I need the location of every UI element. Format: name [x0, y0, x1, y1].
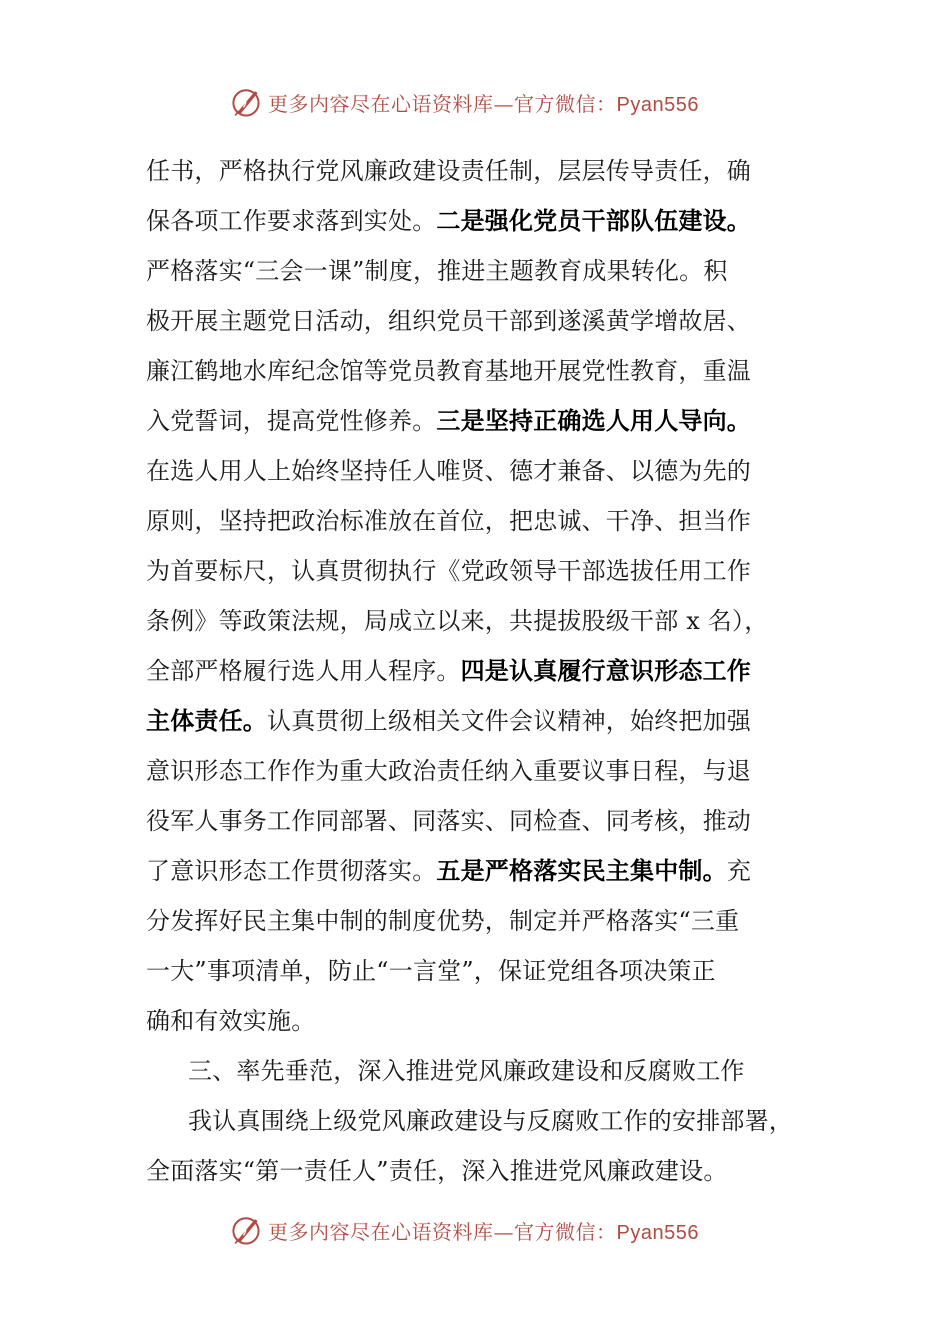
header-watermark-banner [228, 82, 748, 122]
body-text: 充 [726, 857, 752, 885]
body-text: 了意识形态工作贯彻落实。 [146, 857, 437, 885]
bold-heading-text: 三是坚持正确选人用人导向。 [436, 406, 752, 435]
body-text: 全部严格履行选人用人程序。 [146, 657, 461, 685]
quill-logo-icon [228, 1212, 264, 1248]
text-line [146, 346, 786, 396]
body-text: 任书，严格执行党风廉政建设责任制，层层传导责任，确 [146, 157, 751, 185]
text-line [146, 596, 786, 646]
body-text: 全面落实“第一责任人”责任，深入推进党风廉政建设。 [146, 1157, 728, 1185]
text-line [146, 696, 786, 746]
body-text: 一大”事项清单，防止“一言堂”，保证党组各项决策正 [146, 957, 716, 985]
footer-banner-text: 更多内容尽在心语资料库—官方微信： [268, 1219, 617, 1244]
body-text: 严格落实“三会一课”制度，推进主题教育成果转化。积 [146, 257, 728, 285]
body-text: 在选人用人上始终坚持任人唯贤、德才兼备、以德为先的 [146, 457, 751, 485]
body-text: 入党誓词，提高党性修养。 [146, 407, 437, 435]
body-text: 确和有效实施。 [146, 1007, 316, 1035]
footer-banner-wechat: Pyan556 [616, 1221, 699, 1244]
bold-heading-text: 二是强化党员干部队伍建设。 [436, 206, 752, 235]
text-line [146, 896, 786, 946]
document-body [146, 146, 793, 1196]
text-line [146, 646, 786, 696]
body-text: 为首要标尺，认真贯彻执行《党政领导干部选拔任用工作 [146, 557, 751, 585]
body-text: 认真贯彻上级相关文件会议精神，始终把加强 [267, 707, 751, 735]
text-line [146, 546, 786, 596]
body-text: 保各项工作要求落到实处。 [146, 207, 437, 235]
body-text: 条例》等政策法规，局成立以来，共提拔股级干部 x 名）， [146, 607, 769, 635]
text-line [146, 496, 786, 546]
text-line [146, 296, 786, 346]
text-line [146, 196, 786, 246]
bold-heading-text: 四是认真履行意识形态工作 [460, 656, 752, 685]
body-text: 分发挥好民主集中制的制度优势，制定并严格落实“三重 [146, 907, 740, 935]
bold-heading-text: 五是严格落实民主集中制。 [436, 856, 727, 885]
text-line [146, 1146, 786, 1196]
text-line [146, 246, 786, 296]
text-line [146, 446, 786, 496]
text-line [146, 996, 786, 1046]
bold-heading-text: 主体责任。 [146, 706, 267, 735]
text-line [146, 396, 786, 446]
body-text: 意识形态工作作为重大政治责任纳入重要议事日程，与退 [146, 757, 751, 785]
header-banner-wechat: Pyan556 [616, 93, 699, 116]
body-text: 我认真围绕上级党风廉政建设与反腐败工作的安排部署， [188, 1107, 793, 1135]
body-text: 三、率先垂范，深入推进党风廉政建设和反腐败工作 [188, 1057, 745, 1085]
quill-logo-icon [228, 84, 264, 120]
text-line [146, 946, 786, 996]
text-line [146, 1096, 793, 1146]
body-text: 极开展主题党日活动，组织党员干部到遂溪黄学增故居、 [146, 307, 751, 335]
text-line [146, 746, 786, 796]
body-text: 廉江鹤地水库纪念馆等党员教育基地开展党性教育，重温 [146, 357, 751, 385]
footer-watermark-banner [228, 1210, 748, 1250]
text-line [146, 146, 786, 196]
text-line [146, 846, 786, 896]
text-line [146, 796, 786, 846]
header-banner-text: 更多内容尽在心语资料库—官方微信： [268, 91, 617, 116]
body-text: 役军人事务工作同部署、同落实、同检查、同考核，推动 [146, 807, 751, 835]
text-line [146, 1046, 786, 1096]
body-text: 原则，坚持把政治标准放在首位，把忠诚、干净、担当作 [146, 507, 751, 535]
